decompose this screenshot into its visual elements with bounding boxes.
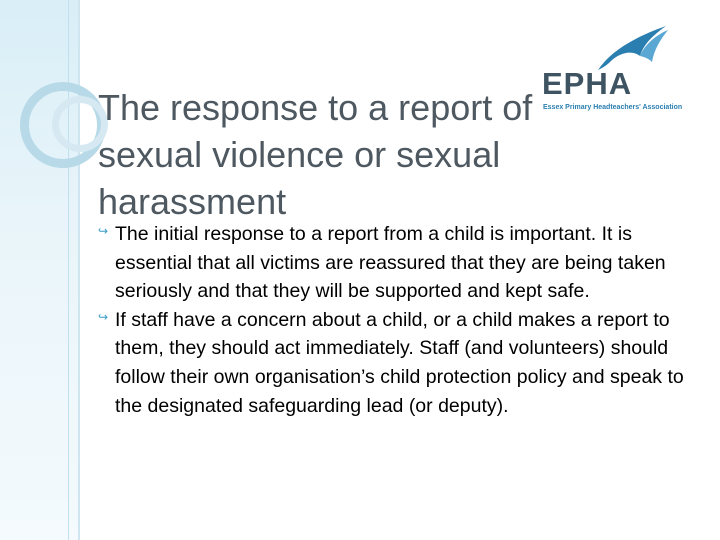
- decorative-side-rule: [68, 0, 69, 540]
- bullet-text: If staff have a concern about a child, or a child makes a report to them, they should act immediately. Staff (and volunteers) should follow their own organisation’s child protection policy and speak to the designated safeguarding lead (or deputy).: [115, 308, 684, 417]
- decorative-side-edge: [78, 0, 80, 540]
- bullet-list: [98, 220, 698, 420]
- slide-title: The response to a report of sexual violence or sexual harassment: [98, 87, 533, 222]
- bullet-item: [98, 220, 698, 306]
- bird-wing-logo-icon: [540, 22, 672, 72]
- curved-arrow-bullet-icon: ↪: [98, 224, 109, 238]
- logo-subtitle: Essex Primary Headteachers' Association: [543, 104, 683, 111]
- curved-arrow-bullet-icon: ↪: [98, 309, 109, 324]
- logo-wordmark: EPHA: [542, 66, 633, 101]
- bullet-text: The initial response to a report from a child is important. It is essential that all victims are reassured that they are being taken seriously and that they will be supported and kept safe.: [115, 223, 666, 303]
- bullet-item: [98, 306, 698, 420]
